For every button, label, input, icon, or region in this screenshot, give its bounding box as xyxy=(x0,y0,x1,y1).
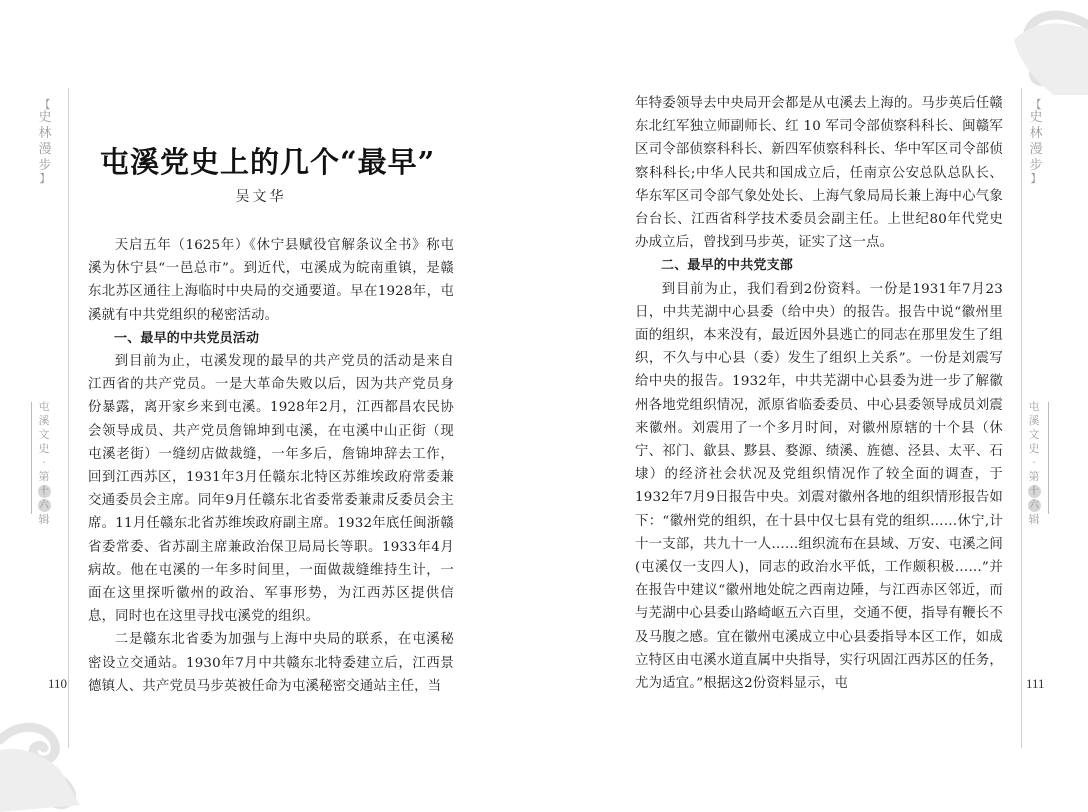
cloud-ornament-icon xyxy=(0,710,90,812)
article-author: 吴文华 xyxy=(235,189,287,205)
right-margin-rule xyxy=(1021,88,1022,748)
right-page xyxy=(544,0,1088,812)
left-body-text xyxy=(88,234,454,698)
paragraph: 二是赣东北省委为加强与上海中央局的联系，在屯溪秘密设立交通站。1930年7月中共赣东北特委建立后，江西景德镇人、共产党员马步英被任命为屯溪秘密交通站主任，当 xyxy=(88,632,454,694)
page-number: 110 xyxy=(48,676,68,691)
paragraph: 到目前为止，我们看到2份资料。一份是1931年7月23日，中共芜湖中心县委（给中央）的报告。报告中说“徽州里面的组织，本来没有，最近因外县逃亡的同志在那里发生了组织，不久与中心县（委）发生了组织上关系”。一份是刘震写给中央的报告。1932年，中共芜湖中心县委为进一步了解徽州各地党组织情况，派原省临委委员、中心县委领导成员刘震来徽州。刘震用了一个多月时间，对徽州原辖的十个县（休宁、祁门、歙县、黟县、婺源、绩溪、旌德、泾县、太平、石埭）的经济社会状况及党组织情况作了较全面的调查，于1932年7月9日报告中央。刘震对徽州各地的组织情形报告如下：“徽州党的组织，在十县中仅七县有党的组织……休宁,计十一支部，共九十一人……组织流布在县域、万安、屯溪之间(屯溪仅一支四人)，同志的政治水平低，工作颇积极……”并在报告中建议“徽州地处皖之西南边陲，与江西赤区邻近，而与芜湖中心县委山路崎岖五六百里，交通不便，指导有鞭长不及马腹之感。宜在徽州屯溪成立中心县委指导本区工作，如成立特区由屯溪水道直属中央指导，实行巩固江西苏区的任务，尤为适宜。”根据这2份资料显示，屯 xyxy=(635,281,1003,692)
section-heading: 一、最早的中共党员活动 xyxy=(114,330,260,346)
series-rule xyxy=(1048,402,1049,514)
series-label: 屯 溪 文 史 · 第 十 六 辑 xyxy=(1028,400,1040,526)
left-margin-rule xyxy=(68,88,69,748)
cloud-ornament-icon xyxy=(994,0,1088,95)
page-number: 111 xyxy=(1026,676,1045,691)
right-body-text xyxy=(635,92,1003,695)
column-tag: 【 史 林 漫 步 】 xyxy=(1029,98,1043,185)
column-tag: 【 史 林 漫 步 】 xyxy=(38,98,52,185)
paragraph: 天启五年（1625年）《休宁县赋役官解条议全书》称屯溪为休宁县“一邑总市”。到近代，屯溪成为皖南重镇，是赣东北苏区通往上海临时中央局的交通要道。早在1928年，屯溪就有中共党组织的秘密活动。 xyxy=(88,238,454,323)
section-heading: 二、最早的中共党支部 xyxy=(661,258,794,274)
paragraph: 年特委领导去中央局开会都是从屯溪去上海的。马步英后任赣东北红军独立师副师长、红 10 军司令部侦察科科长、闽赣军区司令部侦察科科长、新四军侦察科科长、华中军区司令部侦察科科长;中华人民共和国成立后，任南京公安总队总队长、华东军区司令部气象处处长、上海气象局局长兼上海中心气象台台长、江西省科学技术委员会副主任。上世纪80年代党史办成立后，曾找到马步英，证实了这一点。 xyxy=(635,96,1003,251)
series-rule xyxy=(31,402,32,514)
article-title: 屯溪党史上的几个“最早” xyxy=(100,145,436,179)
series-label: 屯 溪 文 史 · 第 十 六 辑 xyxy=(38,400,50,526)
paragraph: 到目前为止，屯溪发现的最早的共产党员的活动是来自江西省的共产党员。一是大革命失败以后，因为共产党员身份暴露，离开家乡来到屯溪。1928年2月，江西都昌农民协会领导成员、共产党员詹锦坤到屯溪，在屯溪中山正街（现屯溪老街）一缝纫店做裁缝，一年多后，詹锦坤辞去工作，回到江西苏区，1931年3月任赣东北特区苏维埃政府常委兼交通委员会主席。同年9月任赣东北省委常委兼肃反委员会主席。11月任赣东北省苏维埃政府副主席。1932年底任闽浙赣省委常委、省苏副主席兼政治保卫局局长等职。1933年4月病故。他在屯溪的一年多时间里，一面做裁缝维持生计，一面在这里探听徽州的政治、军事形势，为江西苏区提供信息，同时也在这里寻找屯溪党的组织。 xyxy=(88,354,454,625)
